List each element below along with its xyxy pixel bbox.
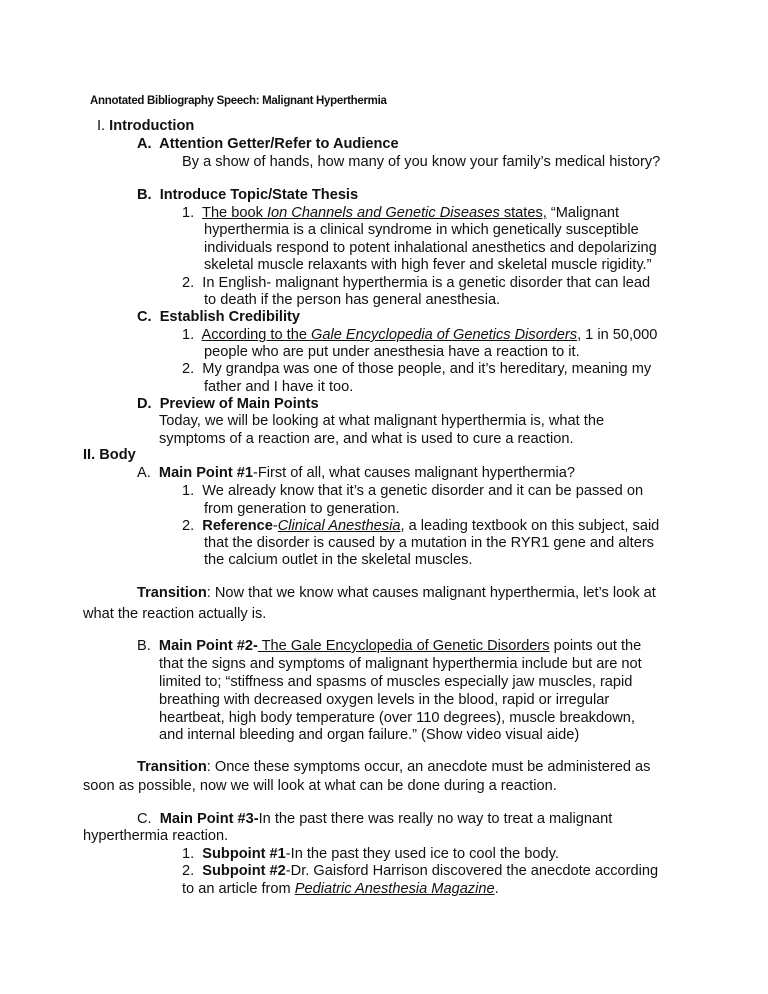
intro-c-item1: 1. According to the Gale Encyclopedia of Genetics Disorders, 1 in 50,000 — [182, 327, 658, 343]
body-a-item2: 2. Reference-Clinical Anesthesia, a leading textbook on this subject, said — [182, 518, 660, 534]
text-line: to death if the person has general anesthesia. — [204, 292, 501, 308]
body-c-subpoint2: 2. Subpoint #2-Dr. Gaisford Harrison discovered the anecdote according — [182, 863, 659, 879]
transition-2: Transition: Once these symptoms occur, an anecdote must be administered as — [137, 759, 651, 775]
text-line: hyperthermia reaction. — [83, 828, 229, 844]
intro-a-text: By a show of hands, how many of you know your family’s medical history? — [182, 154, 661, 170]
text-line: heartbeat, high body temperature (over 110 degrees), muscle breakdown, — [159, 710, 635, 726]
section-body: II. Body — [83, 447, 136, 463]
intro-a-heading: A. Attention Getter/Refer to Audience — [137, 136, 399, 152]
intro-b-heading: B. Introduce Topic/State Thesis — [137, 187, 359, 203]
body-b-heading: B. Main Point #2- The Gale Encyclopedia of Genetic Disorders points out the — [137, 638, 642, 654]
text-line: father and I have it too. — [204, 379, 354, 395]
text-line: from generation to generation. — [204, 501, 400, 517]
text-line: breathing with decreased oxygen levels in the blood, rapid or irregular — [159, 692, 610, 708]
text-line: to an article from Pediatric Anesthesia Magazine. — [182, 881, 499, 897]
text-line: Today, we will be looking at what malignant hyperthermia is, what the — [159, 413, 605, 429]
intro-d-heading: D. Preview of Main Points — [137, 396, 319, 412]
text-line: what the reaction actually is. — [83, 606, 267, 622]
section-introduction: I. Introduction — [97, 118, 195, 134]
text-line: the calcium outlet in the skeletal muscles. — [204, 552, 473, 568]
text-line: limited to; “stiffness and spasms of muscles especially jaw muscles, rapid — [159, 674, 633, 690]
text-line: that the disorder is caused by a mutation in the RYR1 gene and alters — [204, 535, 654, 551]
body-c-subpoint1: 1. Subpoint #1-In the past they used ice to cool the body. — [182, 846, 559, 862]
text-line: symptoms of a reaction are, and what is used to cure a reaction. — [159, 431, 574, 447]
text-line: hyperthermia is a clinical syndrome in which genetically susceptible — [204, 222, 639, 238]
intro-b-item2: 2. In English- malignant hyperthermia is a genetic disorder that can lead — [182, 275, 651, 291]
intro-c-heading: C. Establish Credibility — [137, 309, 300, 325]
text-line: soon as possible, now we will look at what can be done during a reaction. — [83, 778, 557, 794]
body-c-heading: C. Main Point #3-In the past there was really no way to treat a malignant — [137, 811, 613, 827]
transition-1: Transition: Now that we know what causes malignant hyperthermia, let’s look at — [137, 585, 656, 601]
text-line: individuals respond to potent inhalational anesthetics and depolarizing — [204, 240, 657, 256]
text-line: and internal bleeding and organ failure.” (Show video visual aide) — [159, 727, 580, 743]
document-title: Annotated Bibliography Speech: Malignant Hyperthermia — [90, 95, 387, 107]
text-line: that the signs and symptoms of malignant hyperthermia include but are not — [159, 656, 642, 672]
body-a-item1: 1. We already know that it’s a genetic disorder and it can be passed on — [182, 483, 644, 499]
text-line: people who are put under anesthesia have a reaction to it. — [204, 344, 580, 360]
body-a-heading: A. Main Point #1-First of all, what causes malignant hyperthermia? — [137, 465, 575, 481]
intro-b-item1: 1. The book Ion Channels and Genetic Diseases states, “Malignant — [182, 205, 620, 221]
text-line: skeletal muscle relaxants with high fever and skeletal muscle rigidity.” — [204, 257, 652, 273]
intro-c-item2: 2. My grandpa was one of those people, and it’s hereditary, meaning my — [182, 361, 652, 377]
